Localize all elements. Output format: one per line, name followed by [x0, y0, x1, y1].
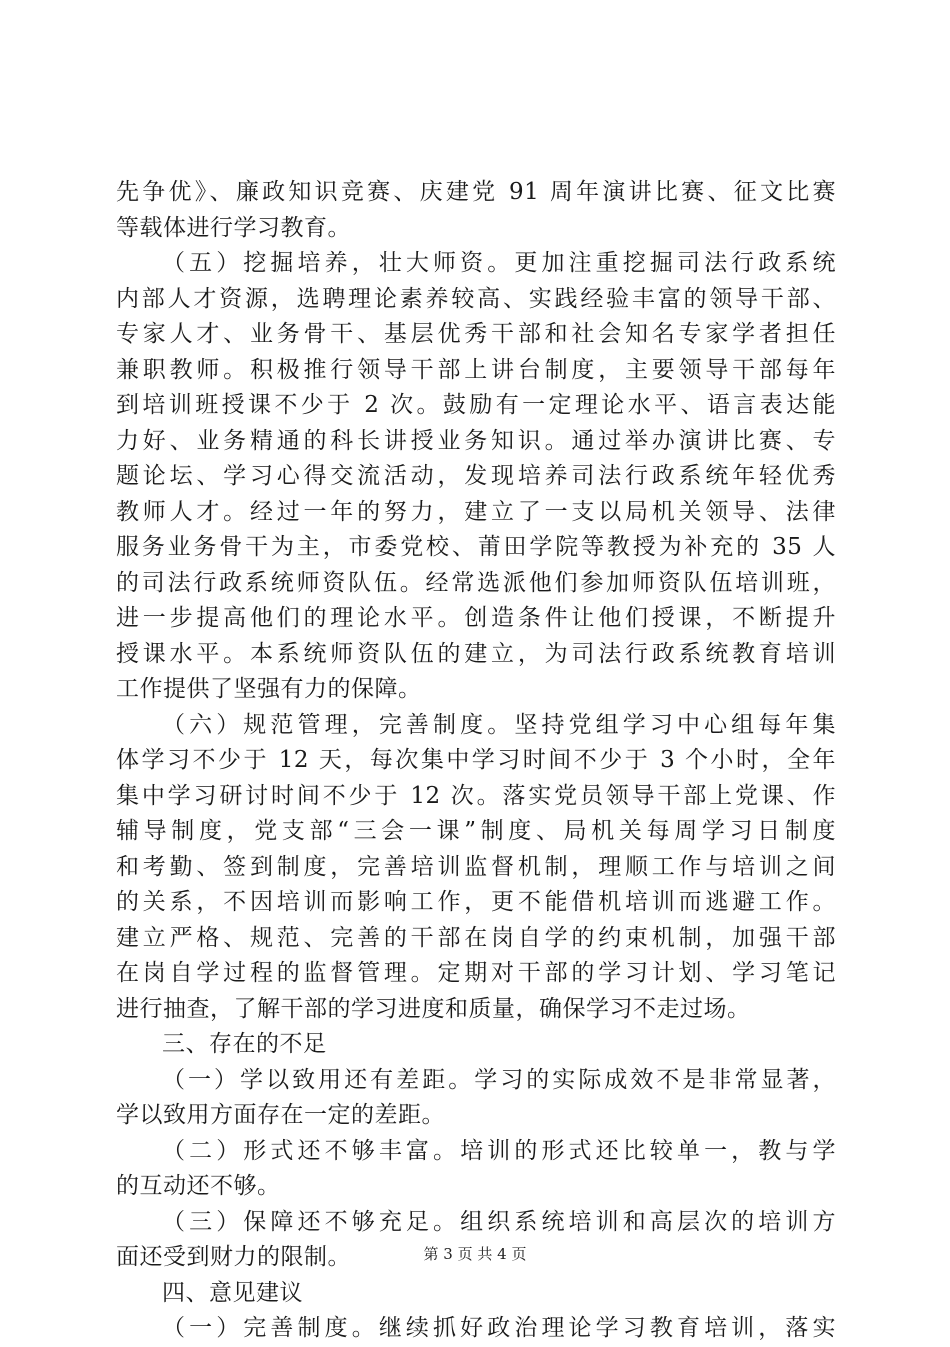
paragraph-line: 进行抽查，了解干部的学习进度和质量，确保学习不走过场。 — [116, 995, 751, 1022]
paragraph-line: 建立严格、规范、完善的干部在岗自学的约束机制，加强干部 — [116, 924, 836, 951]
document-body — [116, 175, 836, 1347]
paragraph-line: 学以致用方面存在一定的差距。 — [116, 1102, 445, 1128]
paragraph-line: 教师人才。经过一年的努力，建立了一支以局机关领导、法律 — [116, 498, 836, 525]
paragraph-line: 等载体进行学习教育。 — [116, 214, 351, 241]
paragraph-line: 专家人才、业务骨干、基层优秀干部和社会知名专家学者担任 — [116, 321, 836, 347]
paragraph-line: （五）挖掘培养，壮大师资。更加注重挖掘司法行政系统 — [162, 250, 836, 276]
paragraph-line: 工作提供了坚强有力的保障。 — [116, 676, 422, 702]
paragraph-line: 的关系，不因培训而影响工作，更不能借机培训而逃避工作。 — [116, 889, 836, 915]
paragraph-line: 兼职教师。积极推行领导干部上讲台制度，主要领导干部每年 — [116, 356, 836, 383]
paragraph-line: （二）形式还不够丰富。培训的形式还比较单一，教与学 — [162, 1137, 836, 1164]
paragraph-line: （六）规范管理，完善制度。坚持党组学习中心组每年集 — [162, 711, 836, 738]
page-footer: 第 3 页 共 4 页 — [423, 1245, 527, 1263]
paragraph-line: 的司法行政系统师资队伍。经常选派他们参加师资队伍培训班， — [116, 569, 836, 596]
paragraph-line: 的互动还不够。 — [116, 1173, 281, 1199]
paragraph-line: 在岗自学过程的监督管理。定期对干部的学习计划、学习笔记 — [116, 960, 836, 986]
paragraph-line: 授课水平。本系统师资队伍的建立，为司法行政系统教育培训 — [116, 640, 836, 667]
paragraph-line: （一）完善制度。继续抓好政治理论学习教育培训，落实 — [162, 1315, 836, 1341]
paragraph-line: （三）保障还不够充足。组织系统培训和高层次的培训方 — [162, 1208, 836, 1235]
paragraph-line: 和考勤、签到制度，完善培训监督机制，理顺工作与培训之间 — [116, 853, 836, 880]
paragraph-line: 进一步提高他们的理论水平。创造条件让他们授课，不断提升 — [116, 605, 836, 631]
section-heading: 四、意见建议 — [162, 1279, 303, 1306]
paragraph-line: 题论坛、学习心得交流活动，发现培养司法行政系统年轻优秀 — [116, 463, 836, 489]
paragraph-line: 内部人才资源，选聘理论素养较高、实践经验丰富的领导干部、 — [116, 285, 836, 312]
paragraph-line: 先争优》、廉政知识竞赛、庆建党 91 周年演讲比赛、征文比赛 — [116, 179, 836, 205]
paragraph-line: 集中学习研讨时间不少于 12 次。落实党员领导干部上党课、作 — [116, 782, 836, 809]
paragraph-line: 力好、业务精通的科长讲授业务知识。通过举办演讲比赛、专 — [116, 427, 836, 454]
paragraph-line: 到培训班授课不少于 2 次。鼓励有一定理论水平、语言表达能 — [116, 392, 836, 418]
paragraph-line: 面还受到财力的限制。 — [116, 1244, 351, 1270]
section-heading: 三、存在的不足 — [162, 1031, 327, 1057]
paragraph-line: （一）学以致用还有差距。学习的实际成效不是非常显著， — [162, 1066, 836, 1093]
paragraph-line: 体学习不少于 12 天，每次集中学习时间不少于 3 个小时，全年 — [116, 747, 836, 773]
paragraph-line: 服务业务骨干为主，市委党校、莆田学院等教授为补充的 35 人 — [116, 534, 836, 560]
paragraph-line: 辅导制度，党支部“三会一课”制度、局机关每周学习日制度 — [116, 818, 836, 844]
